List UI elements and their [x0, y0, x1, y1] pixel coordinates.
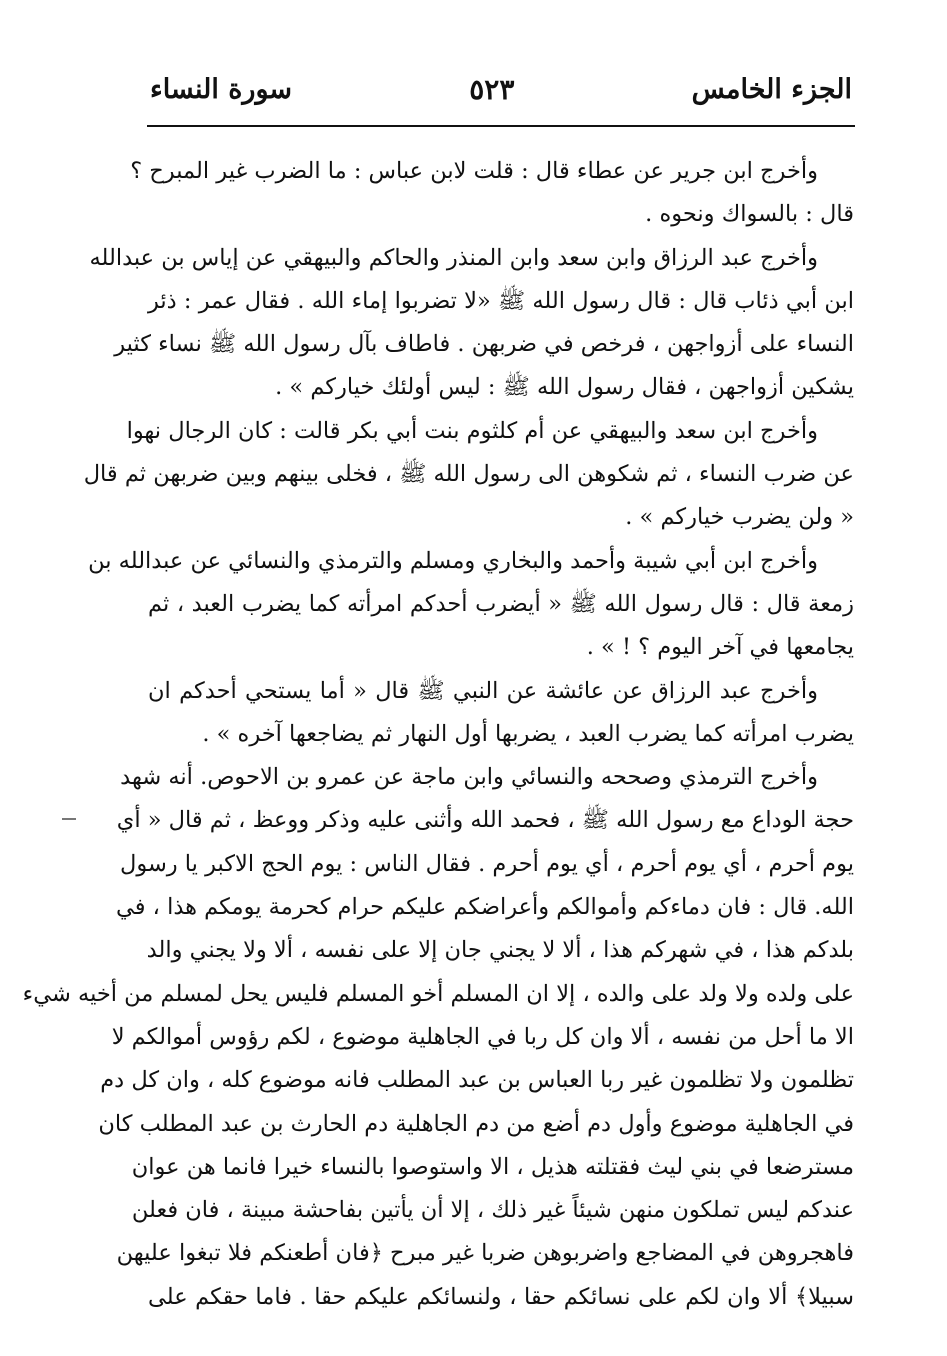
- text-line: وأخرج ابن سعد والبيهقي عن أم كلثوم بنت أبي بكر قالت : كان الرجال نهوا: [126, 417, 818, 444]
- body-text: [22, 150, 854, 1319]
- text-line: وأخرج ابن أبي شيبة وأحمد والبخاري ومسلم والترمذي والنسائي عن عبدالله بن: [88, 547, 818, 574]
- header-divider: [147, 125, 855, 127]
- surah-title: سورة النساء: [150, 73, 293, 105]
- text-line: « ولن يضرب خياركم » .: [625, 504, 854, 531]
- text-line: الا ما أحل من نفسه ، ألا وان كل ربا في الجاهلية موضوع ، لكم رؤوس أموالكم لا: [111, 1023, 854, 1050]
- text-line: النساء على أزواجهن ، فرخص في ضربهن . فاطاف بآل رسول الله ﷺ نساء كثير: [114, 331, 854, 358]
- text-line: عندكم ليس تملكون منهن شيئاً غير ذلك ، إلا أن يأتين بفاحشة مبينة ، فان فعلن: [131, 1197, 854, 1224]
- text-line: بلدكم هذا ، في شهركم هذا ، ألا لا يجني جان إلا على نفسه ، ألا ولا يجني والد: [146, 937, 854, 964]
- text-line: يجامعها في آخر اليوم ؟ ! » .: [586, 634, 854, 661]
- text-line: ابن أبي ذئاب قال : قال رسول الله ﷺ «لا تضربوا إماء الله . فقال عمر : ذئر: [148, 287, 854, 314]
- text-line: تظلمون ولا تظلمون غير ربا العباس بن عبد المطلب فانه موضوع كله ، وان كل دم: [100, 1067, 854, 1094]
- text-line: قال : بالسواك ونحوه .: [645, 201, 854, 228]
- text-line: على ولده ولا ولد على والده ، إلا ان المسلم أخو المسلم فليس يحل لمسلم من أخيه شيء: [22, 980, 854, 1007]
- text-line: يوم أحرم ، أي يوم أحرم ، أي يوم أحرم . فقال الناس : يوم الحج الاكبر يا رسول: [119, 850, 854, 877]
- page-number: ٥٢٣: [469, 72, 515, 106]
- text-line: وأخرج عبد الرزاق عن عائشة عن النبي ﷺ قال « أما يستحي أحدكم ان: [148, 677, 818, 704]
- text-line: يشكين أزواجهن ، فقال رسول الله ﷺ : ليس أولئك خياركم » .: [275, 374, 854, 401]
- page-header: [150, 64, 852, 114]
- text-line: زمعة قال : قال رسول الله ﷺ « أيضرب أحدكم امرأته كما يضرب العبد ، ثم: [148, 590, 854, 617]
- text-line: سبيلا﴾ ألا وان لكم على نسائكم حقا ، ولنسائكم عليكم حقا . فاما حقكم على: [148, 1283, 854, 1310]
- text-line: يضرب امرأته كما يضرب العبد ، يضربها أول النهار ثم يضاجعها آخره » .: [202, 720, 854, 747]
- part-title: الجزء الخامس: [691, 73, 852, 105]
- text-line: في الجاهلية موضوع وأول دم أضع من دم الجاهلية دم الحارث بن عبد المطلب كان: [98, 1110, 854, 1137]
- text-line: عن ضرب النساء ، ثم شكوهن الى رسول الله ﷺ ، فخلى بينهم وبين ضربهن ثم قال: [83, 461, 854, 488]
- text-line: الله. قال : فان دماءكم وأموالكم وأعراضكم عليكم حرام كحرمة يومكم هذا ، في: [116, 894, 854, 921]
- text-line: فاهجروهن في المضاجع واضربوهن ضربا غير مبرح ﴿فان أطعنكم فلا تبغوا عليهن: [116, 1240, 854, 1267]
- margin-mark: [62, 818, 76, 820]
- text-line: وأخرج الترمذي وصححه والنسائي وابن ماجة عن عمرو بن الاحوص. أنه شهد: [120, 764, 818, 791]
- text-line: وأخرج ابن جرير عن عطاء قال : قلت لابن عباس : ما الضرب غير المبرح ؟: [130, 158, 818, 184]
- text-line: وأخرج عبد الرزاق وابن سعد وابن المنذر والحاكم والبيهقي عن إياس بن عبدالله: [89, 244, 818, 271]
- text-line: مسترضعا في بني ليث فقتلته هذيل ، الا واستوصوا بالنساء خيرا فانما هن عوان: [131, 1153, 854, 1180]
- text-line: حجة الوداع مع رسول الله ﷺ ، فحمد الله وأثنى عليه وذكر ووعظ ، ثم قال « أي: [116, 807, 854, 834]
